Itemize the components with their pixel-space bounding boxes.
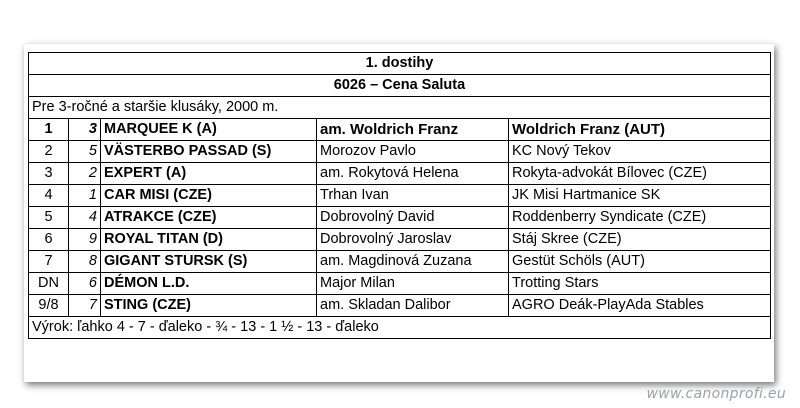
owner-name: Stáj Skree (CZE) xyxy=(509,229,771,251)
driver-name: am. Magdinová Zuzana xyxy=(317,251,509,273)
owner-name: AGRO Deák-PlayAda Stables xyxy=(509,295,771,317)
finish-margins: Výrok: ľahko 4 - 7 - ďaleko - ¾ - 13 - 1 ½ - 13 - ďaleko xyxy=(29,317,771,339)
table-row xyxy=(29,119,771,141)
start-number: 1 xyxy=(69,185,101,207)
driver-name: Trhan Ivan xyxy=(317,185,509,207)
horse-name: MARQUEE K (A) xyxy=(101,119,317,141)
owner-name: Gestüt Schöls (AUT) xyxy=(509,251,771,273)
start-number: 8 xyxy=(69,251,101,273)
results-table xyxy=(28,52,771,339)
finish-position: 6 xyxy=(29,229,69,251)
start-number: 9 xyxy=(69,229,101,251)
driver-name: am. Rokytová Helena xyxy=(317,163,509,185)
owner-name: KC Nový Tekov xyxy=(509,141,771,163)
start-number: 2 xyxy=(69,163,101,185)
start-number: 4 xyxy=(69,207,101,229)
owner-name: Woldrich Franz (AUT) xyxy=(509,119,771,141)
finish-position: DN xyxy=(29,273,69,295)
table-row xyxy=(29,163,771,185)
owner-name: JK Misi Hartmanice SK xyxy=(509,185,771,207)
owner-name: Roddenberry Syndicate (CZE) xyxy=(509,207,771,229)
race-conditions: Pre 3-ročné a staršie klusáky, 2000 m. xyxy=(29,97,771,119)
start-number: 3 xyxy=(69,119,101,141)
horse-name: STING (CZE) xyxy=(101,295,317,317)
driver-name: am. Skladan Dalibor xyxy=(317,295,509,317)
owner-name: Trotting Stars xyxy=(509,273,771,295)
watermark: www.canonprofi.eu xyxy=(646,386,786,402)
finish-position: 1 xyxy=(29,119,69,141)
horse-name: ATRAKCE (CZE) xyxy=(101,207,317,229)
start-number: 5 xyxy=(69,141,101,163)
finish-position: 4 xyxy=(29,185,69,207)
table-row xyxy=(29,273,771,295)
driver-name: Morozov Pavlo xyxy=(317,141,509,163)
table-row xyxy=(29,207,771,229)
horse-name: GIGANT STURSK (S) xyxy=(101,251,317,273)
driver-name: am. Woldrich Franz xyxy=(317,119,509,141)
results-card xyxy=(24,44,774,382)
table-row xyxy=(29,185,771,207)
race-title: 1. dostihy xyxy=(29,53,771,75)
table-row xyxy=(29,295,771,317)
finish-position: 2 xyxy=(29,141,69,163)
start-number: 6 xyxy=(69,273,101,295)
horse-name: ROYAL TITAN (D) xyxy=(101,229,317,251)
horse-name: EXPERT (A) xyxy=(101,163,317,185)
finish-position: 3 xyxy=(29,163,69,185)
horse-name: CAR MISI (CZE) xyxy=(101,185,317,207)
driver-name: Dobrovolný David xyxy=(317,207,509,229)
horse-name: DÉMON L.D. xyxy=(101,273,317,295)
race-subtitle: 6026 – Cena Saluta xyxy=(29,75,771,97)
finish-position: 5 xyxy=(29,207,69,229)
finish-position: 7 xyxy=(29,251,69,273)
driver-name: Major Milan xyxy=(317,273,509,295)
horse-name: VÄSTERBO PASSAD (S) xyxy=(101,141,317,163)
finish-position: 9/8 xyxy=(29,295,69,317)
table-row xyxy=(29,229,771,251)
driver-name: Dobrovolný Jaroslav xyxy=(317,229,509,251)
table-row xyxy=(29,141,771,163)
start-number: 7 xyxy=(69,295,101,317)
table-row xyxy=(29,251,771,273)
owner-name: Rokyta-advokát Bílovec (CZE) xyxy=(509,163,771,185)
